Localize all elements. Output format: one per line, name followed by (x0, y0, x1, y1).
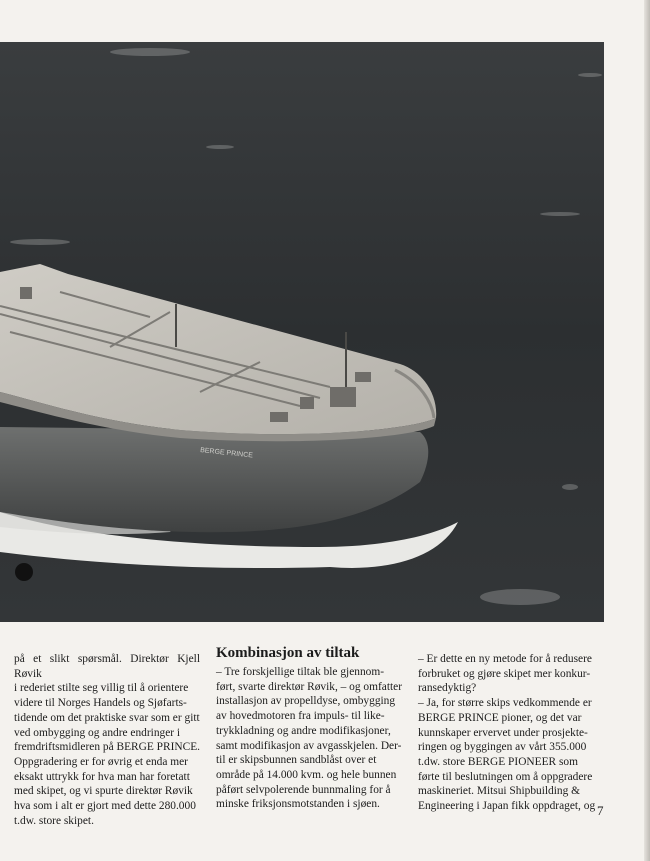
binder-hole (15, 563, 33, 581)
column-line: – Ja, for større skips vedkommende er (418, 697, 592, 710)
column-line: forbruket og gjøre skipet mer konkur- (418, 667, 591, 680)
column-line: område på 14.000 kvm. og hele bunnen (216, 768, 397, 781)
text-column-2 (216, 645, 402, 812)
tanker-photo-svg (0, 42, 604, 622)
column-line: i rederiet stilte seg villig til å orientere (14, 682, 189, 695)
text-column-3 (418, 652, 604, 814)
column-line: hva som i alt er gjort med dette 280.000 (14, 800, 196, 813)
column-line: installasjon av propelldyse, ombygging (216, 695, 396, 708)
column-line: av hovedmotoren fra impuls- til like- (216, 710, 385, 723)
column-line: – Er dette en ny metode for å redusere (418, 653, 592, 665)
column-line: samt modifikasjon av avgasskjelen. Der- (216, 739, 402, 752)
page-edge-shadow (644, 0, 650, 861)
hull-lettering: BERGE PRINCE (199, 447, 254, 460)
column-line: fremdriftsmidleren på BERGE PRINCE. (14, 741, 201, 754)
column-line: påført selvpolerende bunnmaling for å (216, 783, 391, 796)
column-line: Oppgradering er for øvrig et enda mer (14, 755, 188, 768)
page-number: 7 (597, 803, 604, 818)
column-line: på et slikt spørsmål. Direktør Kjell Røvik (14, 653, 200, 680)
column-line: med skipet, og vi spurte direktør Røvik (14, 785, 193, 798)
column-line: tidende om det praktiske svar som er gitt (14, 711, 200, 724)
text-column-1 (14, 652, 200, 828)
column-line: eksakt uttrykk for hva man har foretatt (14, 770, 190, 783)
column-line: t.dw. store skipet. (14, 814, 94, 827)
column-line: til er skipsbunnen sandblåst over et (216, 754, 377, 767)
column-line: videre til Norges Handels og Sjøfarts- (14, 697, 187, 710)
column-line: ransedyktig? (418, 682, 477, 695)
tanker-photo (0, 42, 604, 622)
column-line: ved ombygging og andre endringer i (14, 726, 181, 739)
column-line: maskineriet. Mitsui Shipbuilding & (418, 785, 580, 798)
section-heading: Kombinasjon av tiltak (216, 645, 360, 661)
column-line: t.dw. store BERGE PIONEER som (418, 755, 578, 768)
column-line: Engineering i Japan fikk oppdraget, og (418, 800, 596, 813)
column-line: ringen og byggingen av vårt 355.000 (418, 741, 587, 754)
column-line: ført, svarte direktør Røvik, – og omfatter (216, 680, 402, 693)
column-line: BERGE PRINCE pioner, og det var (418, 711, 582, 724)
column-line: trykkladning og andre modifikasjoner, (216, 724, 391, 737)
column-line: minske friksjonsmotstanden i sjøen. (216, 798, 380, 811)
column-line: kunnskaper ervervet under prosjekte- (418, 726, 588, 739)
column-line: – Tre forskjellige tiltak ble gjennom- (216, 666, 384, 678)
column-line: førte til beslutningen om å oppgradere (418, 770, 593, 783)
